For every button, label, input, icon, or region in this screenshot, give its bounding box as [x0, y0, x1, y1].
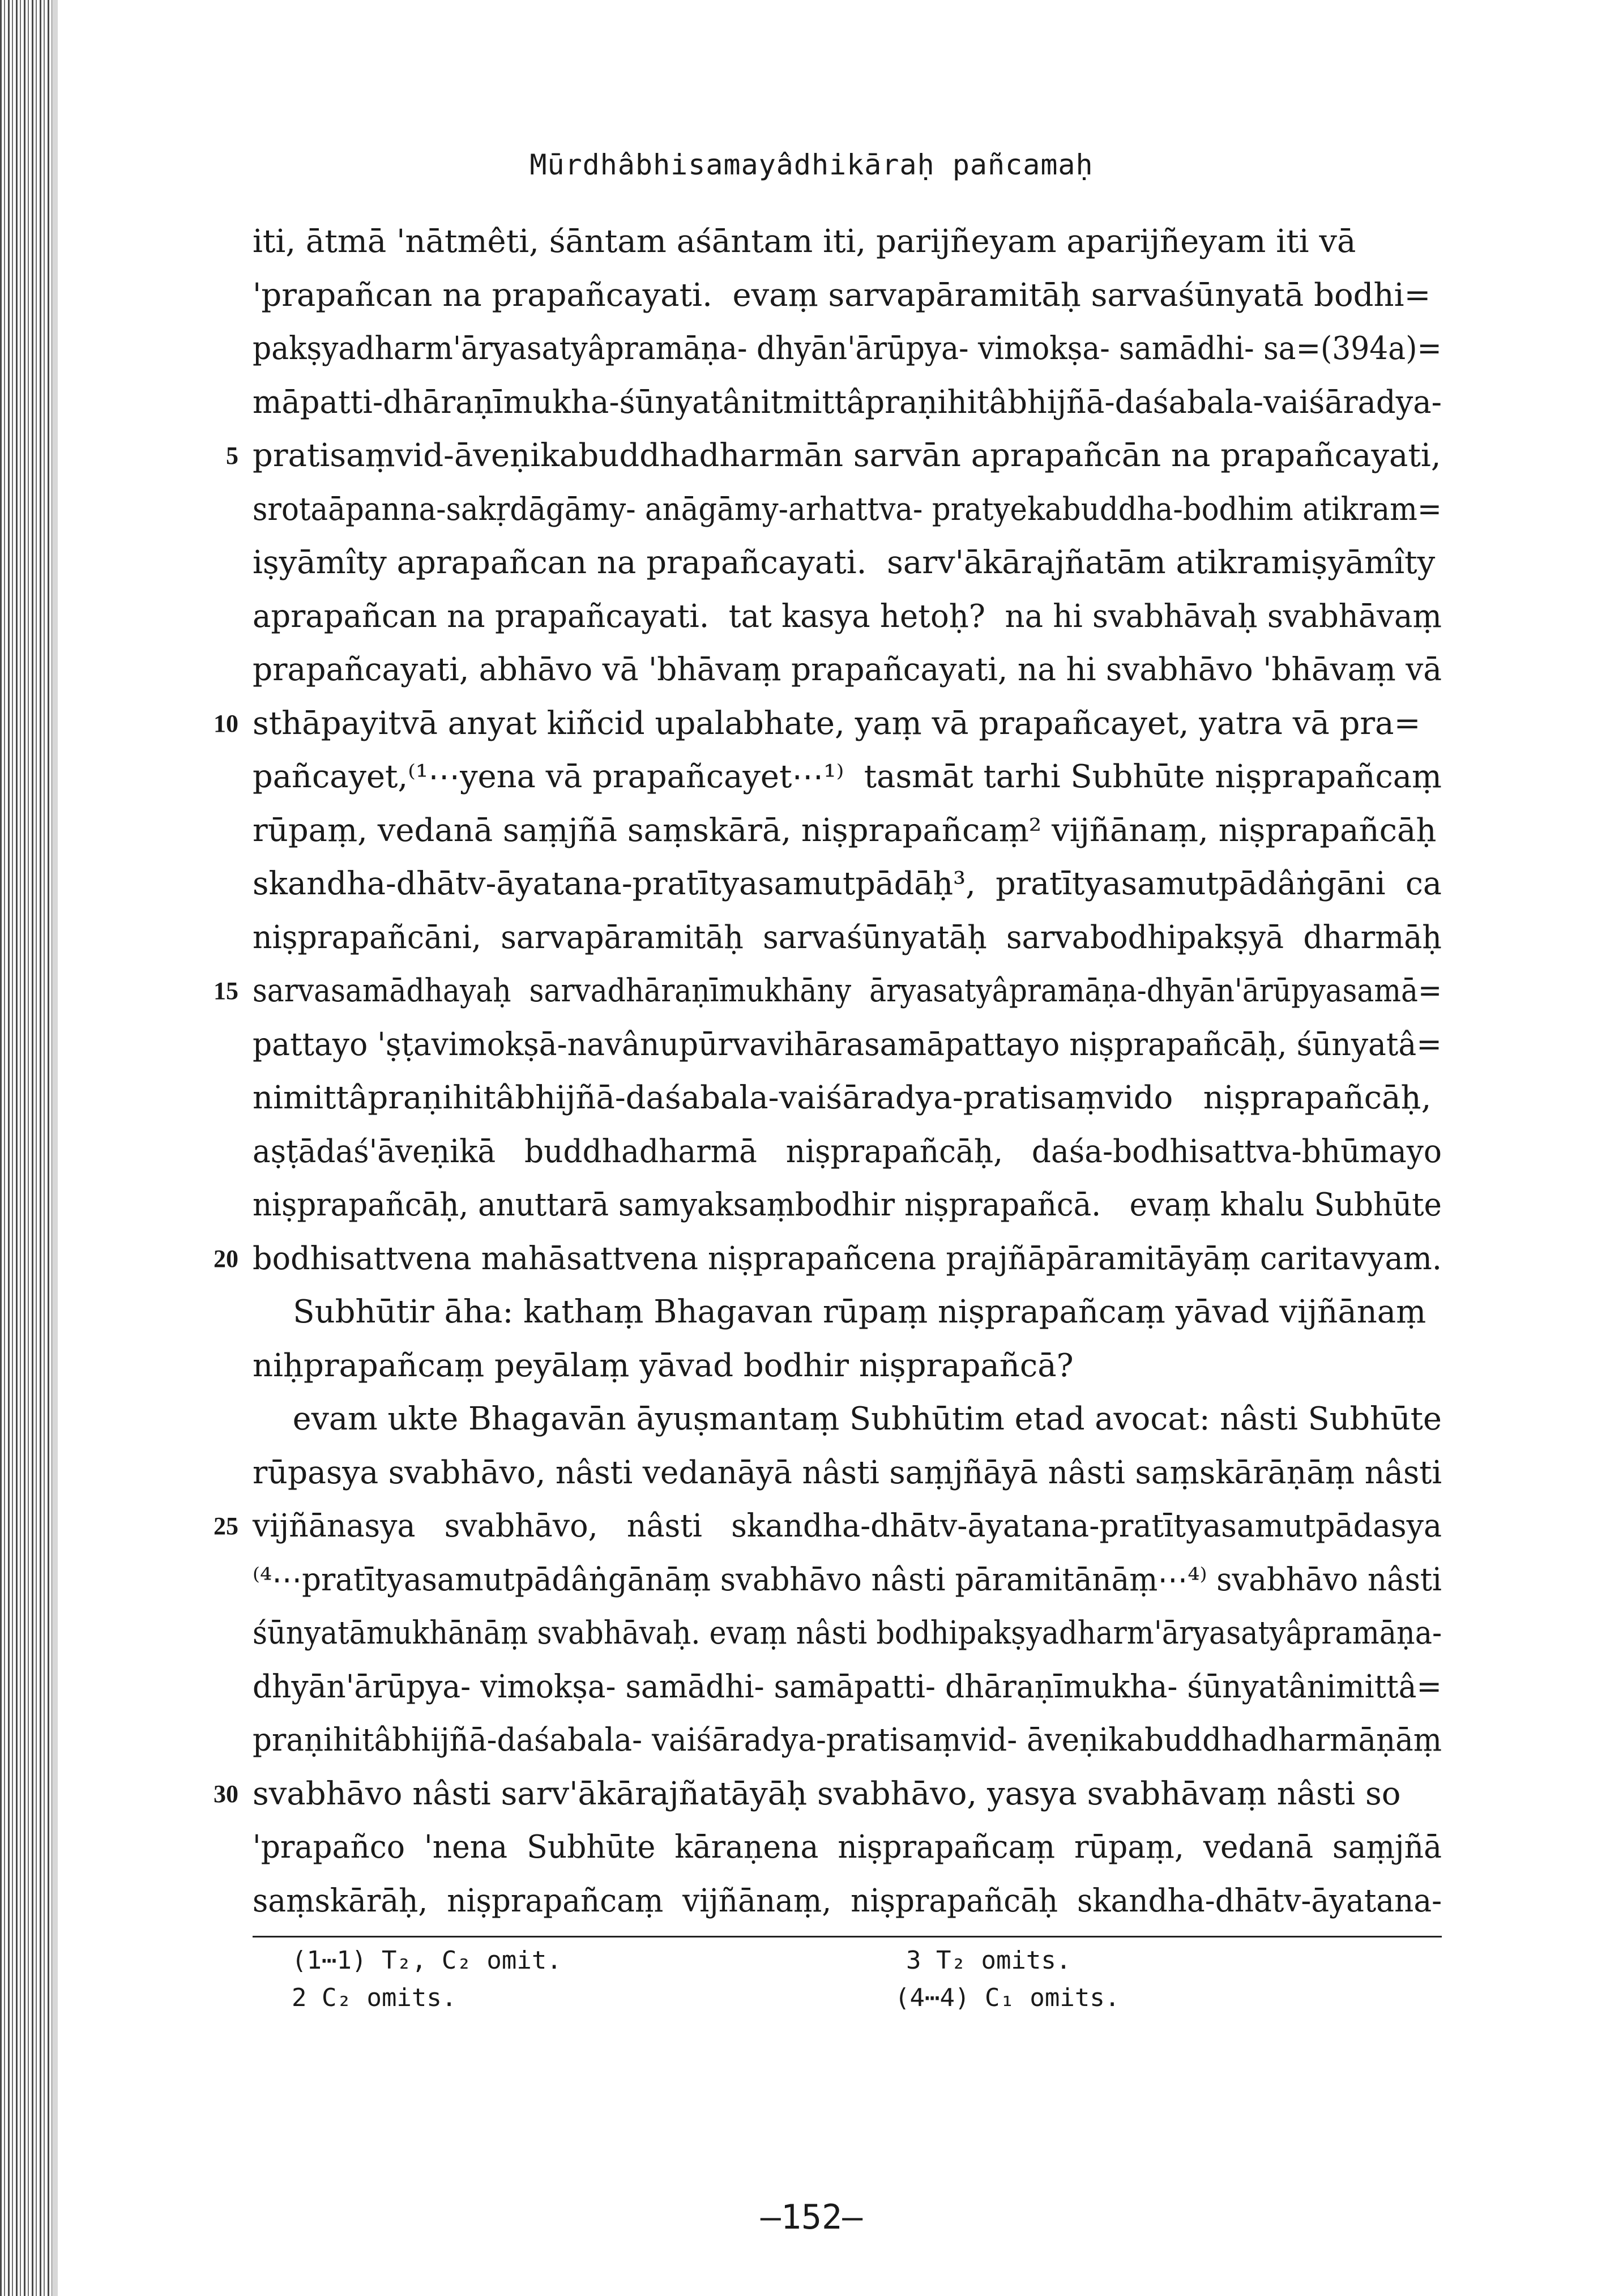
text-line [253, 590, 1442, 644]
text-line [253, 643, 1442, 697]
line-text: māpatti-dhāraṇīmukha-śūnyatânitmittâpraṇihitâbhijñā-daśabala-vaiśāradya- [253, 383, 1442, 421]
line-text: niṣprapañcāni, sarvapāramitāḥ sarvaśūnyatāḥ sarvabodhipakṣyā dharmāḥ [253, 919, 1442, 956]
line-text: iṣyāmîty aprapañcan na prapañcayati. sarv'ākārajñatām atikramiṣyāmîty [253, 544, 1436, 581]
text-line [253, 1821, 1442, 1875]
line-text: dhyān'ārūpya- vimokṣa- samādhi- samāpatti- dhāraṇīmukha- śūnyatânimittâ= [253, 1668, 1442, 1705]
line-text: sthāpayitvā anyat kiñcid upalabhate, yaṃ vā prapañcayet, yatra vā pra= [253, 705, 1421, 742]
line-text: rūpaṃ, vedanā saṃjñā saṃskārā, niṣprapañcaṃ² vijñānaṃ, niṣprapañcāḥ [253, 812, 1437, 849]
scan-binding-edge [0, 0, 52, 2296]
text-line [253, 376, 1442, 430]
line-text: pañcayet,⁽¹⋯yena vā prapañcayet⋯¹⁾ tasmāt tarhi Subhūte niṣprapañcaṃ [253, 758, 1442, 795]
line-text: praṇihitâbhijñā-daśabala- vaiśāradya-pratisaṃvid- āveṇikabuddhadharmāṇāṃ [253, 1722, 1442, 1759]
line-text: srotaāpanna-sakṛdāgāmy- anāgāmy-arhattva- pratyekabuddha-bodhim atikram= [253, 490, 1442, 528]
line-text: sarvasamādhayaḥ sarvadhāraṇīmukhāny āryasatyâpramāṇa-dhyān'ārūpyasamā= [253, 972, 1442, 1009]
text-line [253, 804, 1442, 858]
line-text: pattayo 'ṣṭavimokṣā-navânupūrvavihārasamāpattayo niṣprapañcāḥ, śūnyatâ= [253, 1026, 1442, 1063]
text-line [253, 857, 1442, 911]
line-text: 'prapañcan na prapañcayati. evaṃ sarvapāramitāḥ sarvaśūnyatā bodhi= [253, 276, 1431, 314]
text-line [213, 1500, 1442, 1554]
text-line [253, 1446, 1442, 1500]
line-text: ⁽⁴⋯pratītyasamutpādâṅgānāṃ svabhāvo nâsti pāramitānāṃ⋯⁴⁾ svabhāvo nâsti [253, 1561, 1442, 1598]
footnote-4: (4⋯4) C₁ omits. [895, 1983, 1120, 2012]
text-line [253, 1714, 1442, 1768]
text-line [253, 1393, 1442, 1446]
line-number: 25 [213, 1512, 238, 1540]
text-line [253, 1339, 1442, 1393]
line-text: prapañcayati, abhāvo vā 'bhāvaṃ prapañcayati, na hi svabhāvo 'bhāvaṃ vā [253, 651, 1442, 688]
text-line [253, 483, 1442, 537]
line-text: rūpasya svabhāvo, nâsti vedanāyā nâsti saṃjñāyā nâsti saṃskārāṇāṃ nâsti [253, 1454, 1442, 1491]
line-text: pratisaṃvid-āveṇikabuddhadharmān sarvān aprapañcān na prapañcayati, [253, 437, 1441, 474]
line-text: bodhisattvena mahāsattvena niṣprapañcena prajñāpāramitāyāṃ caritavyam. [253, 1240, 1442, 1277]
text-line [253, 322, 1442, 376]
text-line [213, 1768, 1442, 1821]
text-line [253, 1125, 1442, 1179]
line-text: evam ukte Bhagavān āyuṣmantaṃ Subhūtim etad avocat: nâsti Subhūte [253, 1401, 1442, 1437]
text-line [253, 1554, 1442, 1607]
line-text: nimittâpraṇihitâbhijñā-daśabala-vaiśāradya-pratisaṃvido niṣprapañcāḥ, [253, 1079, 1432, 1116]
line-number: 5 [226, 442, 238, 470]
line-text: iti, ātmā 'nātmêti, śāntam aśāntam iti, parijñeyam aparijñeyam iti vā [253, 223, 1356, 260]
line-text: skandha-dhātv-āyatana-pratītyasamutpādāḥ³, pratītyasamutpādâṅgāni ca [253, 865, 1442, 902]
line-text: aṣṭādaś'āveṇikā buddhadharmā niṣprapañcāḥ, daśa-bodhisattva-bhūmayo [253, 1133, 1442, 1170]
line-number: 10 [213, 709, 238, 737]
text-line [253, 1179, 1442, 1232]
footnote-1: (1⋯1) T₂, C₂ omit. [292, 1946, 562, 1975]
text-line [213, 697, 1442, 751]
footnote-2: 2 C₂ omits. [292, 1983, 457, 2012]
line-text: śūnyatāmukhānāṃ svabhāvaḥ. evaṃ nâsti bodhipakṣyadharm'āryasatyâpramāṇa- [253, 1615, 1442, 1651]
line-text: niṣprapañcāḥ, anuttarā samyaksaṃbodhir niṣprapañcā. evaṃ khalu Subhūte [253, 1187, 1442, 1223]
text-line [253, 1286, 1442, 1339]
text-line [253, 536, 1442, 590]
text-line [253, 1018, 1442, 1072]
line-text: 'prapañco 'nena Subhūte kāraṇena niṣprapañcaṃ rūpaṃ, vedanā saṃjñā [253, 1829, 1442, 1866]
text-line [253, 750, 1442, 804]
line-number: 20 [213, 1244, 238, 1273]
text-line [253, 1072, 1442, 1125]
text-line [253, 1875, 1442, 1928]
text-line [213, 965, 1442, 1018]
footnote-3: 3 T₂ omits. [906, 1946, 1071, 1975]
text-line [213, 1232, 1442, 1286]
text-line [253, 911, 1442, 965]
line-text: saṃskārāḥ, niṣprapañcaṃ vijñānaṃ, niṣprapañcāḥ skandha-dhātv-āyatana- [253, 1882, 1442, 1919]
line-text: niḥprapañcaṃ peyālaṃ yāvad bodhir niṣprapañcā? [253, 1347, 1074, 1384]
text-line [253, 1661, 1442, 1714]
line-text: svabhāvo nâsti sarv'ākārajñatāyāḥ svabhāvo, yasya svabhāvaṃ nâsti so [253, 1775, 1401, 1812]
text-line [253, 269, 1442, 323]
line-text: vijñānasya svabhāvo, nâsti skandha-dhātv-āyatana-pratītyasamutpādasya [253, 1508, 1442, 1544]
page-number: —152— [760, 2197, 863, 2237]
text-line [253, 215, 1442, 269]
line-number: 30 [213, 1779, 238, 1808]
line-number: 15 [213, 977, 238, 1005]
line-text: Subhūtir āha: kathaṃ Bhagavan rūpaṃ niṣprapañcaṃ yāvad vijñānaṃ [253, 1294, 1426, 1330]
running-header: Mūrdhâbhisamayâdhikāraḥ pañcamaḥ [529, 148, 1094, 181]
main-text [213, 215, 1442, 1928]
text-line [226, 429, 1442, 483]
footnote-rule [253, 1936, 1442, 1937]
line-text: pakṣyadharm'āryasatyâpramāṇa- dhyān'ārūpya- vimokṣa- samādhi- sa=(394a)= [253, 330, 1442, 367]
line-text: aprapañcan na prapañcayati. tat kasya hetoḥ? na hi svabhāvaḥ svabhāvaṃ [253, 598, 1442, 635]
text-line [253, 1607, 1442, 1661]
scan-binding-shadow [52, 0, 58, 2296]
